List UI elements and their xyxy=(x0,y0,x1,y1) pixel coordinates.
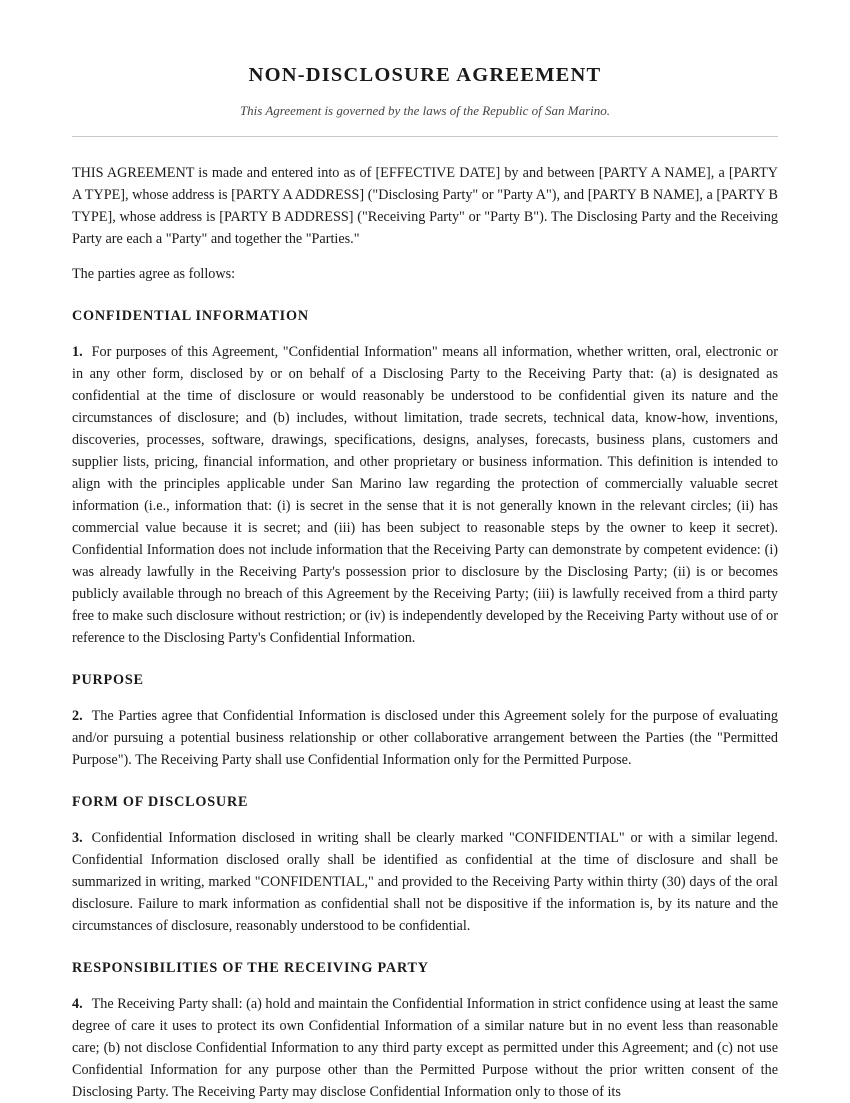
section-responsibilities xyxy=(72,958,778,1103)
clause-number: 1. xyxy=(72,344,83,360)
clause-paragraph xyxy=(72,993,778,1103)
intro-paragraph: THIS AGREEMENT is made and entered into as of [EFFECTIVE DATE] by and between [PARTY A NAME], a [PARTY A TYPE], whose address is [PARTY A ADDRESS] ("Disclosing Party" or "Party A"), and [PARTY B NAME], a [PARTY B TYPE], whose address is [PARTY B ADDRESS] ("Receiving Party" or "Party B"). The Disclosing Party and the Receiving Party are each a "Party" and together the "Parties." xyxy=(72,165,778,247)
clause-text: The Receiving Party shall: (a) hold and maintain the Confidential Information in strict confidence using at least the same degree of care it uses to protect its own Confidential Information of a similar nature but in no event less than reasonable care; (b) not disclose Confidential Information to any third party except as permitted under this Agreement; and (c) not use Confidential Information for any purpose other than the Permitted Purpose without the prior written consent of the Disclosing Party. The Receiving Party may disclose Confidential Information only to those of its xyxy=(72,996,778,1100)
clause-text: For purposes of this Agreement, "Confidential Information" means all information, whether written, oral, electronic or in any other form, disclosed by or on behalf of a Disclosing Party to the Receiving Party that: (a) is designated as confidential at the time of disclosure or would reasonably be understood to be confidential given its nature and the circumstances of disclosure; and (b) includes, without limitation, trade secrets, technical data, know-how, inventions, discoveries, processes, software, drawings, specifications, designs, analyses, forecasts, business plans, customers and supplier lists, pricing, financial information, and other proprietary or business information. This definition is intended to align with the principles applicable under San Marino law regarding the protection of commercially valuable secret information (i.e., information that: (i) is secret in the sense that it is not generally known in the relevant circles; (ii) has commercial value because it is secret; and (iii) has been subject to reasonable steps by the owner to keep it secret). Confidential Information does not include information that the Receiving Party can demonstrate by competent evidence: (i) was already lawfully in the Receiving Party's possession prior to disclosure by the Disclosing Party; (ii) is or becomes publicly available through no breach of this Agreement by the Receiving Party; (iii) is lawfully received from a third party free to make such disclosure without restriction; or (iv) is independently developed by the Receiving Party without use of or reference to the Disclosing Party's Confidential Information. xyxy=(72,344,778,646)
section-heading: RESPONSIBILITIES OF THE RECEIVING PARTY xyxy=(72,960,429,976)
clause-paragraph xyxy=(72,341,778,649)
header-divider xyxy=(72,136,778,137)
governing-law-note: This Agreement is governed by the laws of the Republic of San Marino. xyxy=(239,103,611,118)
section-form-of-disclosure xyxy=(72,792,778,937)
clause-number: 3. xyxy=(72,830,83,846)
agree-paragraph: The parties agree as follows: xyxy=(72,266,236,282)
section-confidential-information xyxy=(72,306,778,649)
section-heading: CONFIDENTIAL INFORMATION xyxy=(72,308,309,324)
clause-paragraph xyxy=(72,705,778,771)
section-heading: PURPOSE xyxy=(72,672,144,688)
document-title: NON-DISCLOSURE AGREEMENT xyxy=(248,64,602,86)
clause-text: Confidential Information disclosed in writing shall be clearly marked "CONFIDENTIAL" or with a similar legend. Confidential Information disclosed orally shall be identified as confidential at the time of disclosure and shall be summarized in writing, marked "CONFIDENTIAL," and provided to the Receiving Party within thirty (30) days of the oral disclosure. Failure to mark information as confidential shall not be dispositive if the information is, by its nature and the circumstances of disclosure, reasonably understood to be confidential. xyxy=(72,830,778,934)
clause-number: 4. xyxy=(72,996,83,1012)
clause-number: 2. xyxy=(72,708,83,724)
section-heading: FORM OF DISCLOSURE xyxy=(72,794,249,810)
clause-text: The Parties agree that Confidential Information is disclosed under this Agreement solely for the purpose of evaluating and/or pursuing a potential business relationship or other collaborative arrangement between the Parties (the "Permitted Purpose"). The Receiving Party shall use Confidential Information only for the Permitted Purpose. xyxy=(72,708,778,768)
section-purpose xyxy=(72,670,778,771)
document-page xyxy=(72,0,778,1103)
clause-paragraph xyxy=(72,827,778,937)
